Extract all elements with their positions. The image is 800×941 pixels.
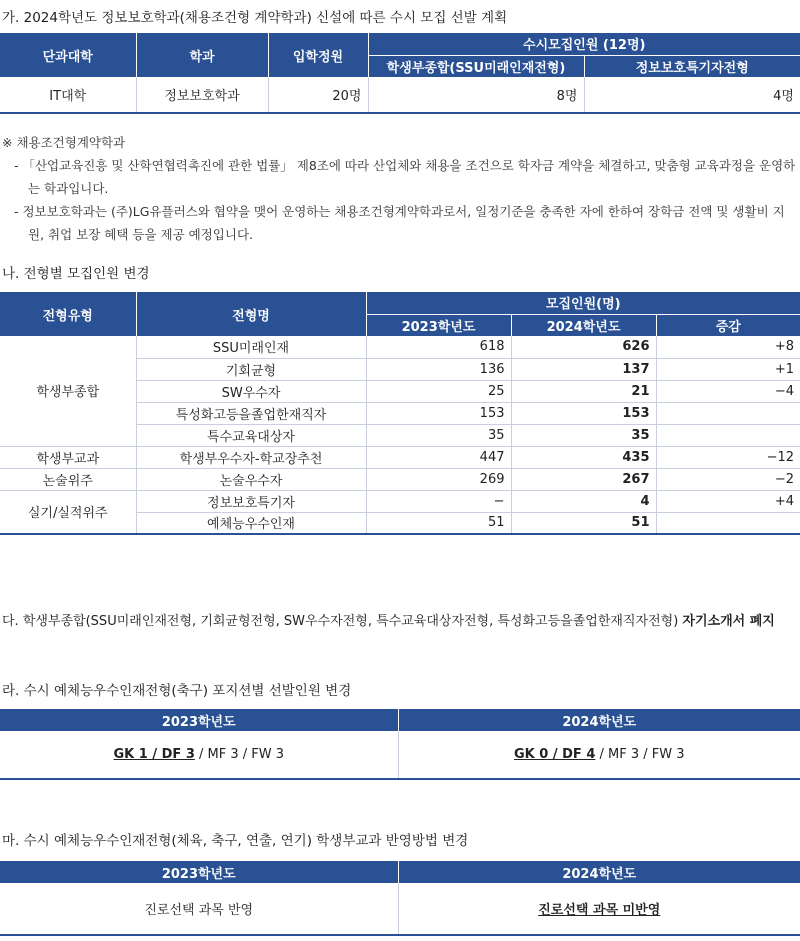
cell-quota: 20명: [268, 77, 368, 113]
section-da-bold: 자기소개서 폐지: [682, 614, 775, 629]
row-2023: 35: [366, 424, 511, 446]
cell-holistic: 8명: [368, 77, 584, 113]
row-2024: 626: [511, 336, 656, 358]
row-2023: 153: [366, 402, 511, 424]
ra-2023-rest: / MF 3 / FW 3: [194, 747, 284, 762]
group-practical: 실기/실적위주: [0, 490, 136, 534]
ra-2023-changed: GK 1 / DF 3: [113, 747, 195, 762]
ma-value-2023: 진로선택 과목 반영: [0, 883, 398, 935]
header-2024: 2024학년도: [511, 314, 656, 336]
row-name: 예체능우수인재: [136, 512, 366, 534]
ra-2024-rest: / MF 3 / FW 3: [595, 747, 685, 762]
row-name: 특수교육대상자: [136, 424, 366, 446]
row-diff: −12: [656, 446, 800, 468]
ma-header-2024: 2024학년도: [398, 861, 800, 883]
row-2024: 153: [511, 402, 656, 424]
header-group: 모집인원(명): [366, 292, 800, 314]
row-diff: +4: [656, 490, 800, 512]
admission-change-table: [0, 292, 800, 535]
section-da-text: 다. 학생부종합(SSU미래인재전형, 기회균형전형, SW우수자전형, 특수교육대상자전형, 특성화고등을졸업한재직자전형): [2, 614, 679, 629]
row-2023: 447: [366, 446, 511, 468]
header-holistic: 학생부종합(SSU미래인재전형): [368, 55, 584, 77]
cell-special: 4명: [584, 77, 800, 113]
group-essay: 논술위주: [0, 468, 136, 490]
row-name: SSU미래인재: [136, 336, 366, 358]
section-ma-title: 마. 수시 예체능우수인재전형(체육, 축구, 연출, 연기) 학생부교과 반영방법 변경: [2, 833, 469, 849]
group-holistic: 학생부종합: [0, 336, 136, 446]
row-2023: 51: [366, 512, 511, 534]
group-gyogwa: 학생부교과: [0, 446, 136, 468]
ra-header-2023: 2023학년도: [0, 709, 398, 731]
row-2023: 25: [366, 380, 511, 402]
row-2024: 4: [511, 490, 656, 512]
ra-value-2024: [398, 731, 800, 779]
row-name: 논술우수자: [136, 468, 366, 490]
row-2024: 267: [511, 468, 656, 490]
quota-plan-table: [0, 33, 800, 114]
note-title: ※ 채용조건형계약학과: [2, 135, 126, 150]
row-diff: −4: [656, 380, 800, 402]
header-special: 정보보호특기자전형: [584, 55, 800, 77]
header-quota: 입학정원: [268, 33, 368, 77]
ma-value-2024: 진로선택 과목 미반영: [398, 883, 800, 935]
football-position-table: [0, 709, 800, 780]
cell-college: IT대학: [0, 77, 136, 113]
row-2024: 137: [511, 358, 656, 380]
row-2024: 51: [511, 512, 656, 534]
row-2023: 136: [366, 358, 511, 380]
row-diff: +8: [656, 336, 800, 358]
ra-2024-changed: GK 0 / DF 4: [514, 747, 596, 762]
row-name: 정보보호특기자: [136, 490, 366, 512]
row-2023: 269: [366, 468, 511, 490]
row-2024: 435: [511, 446, 656, 468]
row-name: SW우수자: [136, 380, 366, 402]
header-college: 단과대학: [0, 33, 136, 77]
row-2024: 35: [511, 424, 656, 446]
row-2024: 21: [511, 380, 656, 402]
section-ga-title: 가. 2024학년도 정보보호학과(채용조건형 계약학과) 신설에 따른 수시 모집 선발 계획: [2, 10, 508, 26]
row-diff: [656, 402, 800, 424]
note-1-text: - 「산업교육진흥 및 산학연협력촉진에 관한 법률」 제8조에 따라 산업체와 채용을 조건으로 학자금 계약을 체결하고, 맞춤형 교육과정을 운영하는 학과입니다.: [14, 158, 796, 196]
row-diff: [656, 424, 800, 446]
gyogwa-method-table: [0, 861, 800, 936]
note-1: [14, 154, 800, 200]
row-diff: −2: [656, 468, 800, 490]
header-2023: 2023학년도: [366, 314, 511, 336]
header-dept: 학과: [136, 33, 268, 77]
header-susi: 수시모집인원 (12명): [368, 33, 800, 55]
section-da: [2, 610, 775, 629]
row-name: 기회균형: [136, 358, 366, 380]
row-name: 학생부우수자-학교장추천: [136, 446, 366, 468]
header-diff: 증감: [656, 314, 800, 336]
ra-value-2023: [0, 731, 398, 779]
section-ra-title: 라. 수시 예체능우수인재전형(축구) 포지션별 선발인원 변경: [2, 683, 352, 699]
note-2: [14, 200, 800, 246]
note-2-text: - 정보보호학과는 (주)LG유플러스와 협약을 맺어 운영하는 채용조건형계약학과로서, 일정기준을 충족한 자에 한하여 장학금 전액 및 생활비 지원, 취업 보장 혜택 등을 제공 예정입니다.: [14, 204, 785, 242]
cell-dept: 정보보호학과: [136, 77, 268, 113]
row-diff: [656, 512, 800, 534]
row-2023: 618: [366, 336, 511, 358]
header-type: 전형유형: [0, 292, 136, 336]
header-name: 전형명: [136, 292, 366, 336]
section-na-title: 나. 전형별 모집인원 변경: [2, 266, 150, 282]
row-2023: −: [366, 490, 511, 512]
row-name: 특성화고등을졸업한재직자: [136, 402, 366, 424]
row-diff: +1: [656, 358, 800, 380]
ra-header-2024: 2024학년도: [398, 709, 800, 731]
ma-header-2023: 2023학년도: [0, 861, 398, 883]
